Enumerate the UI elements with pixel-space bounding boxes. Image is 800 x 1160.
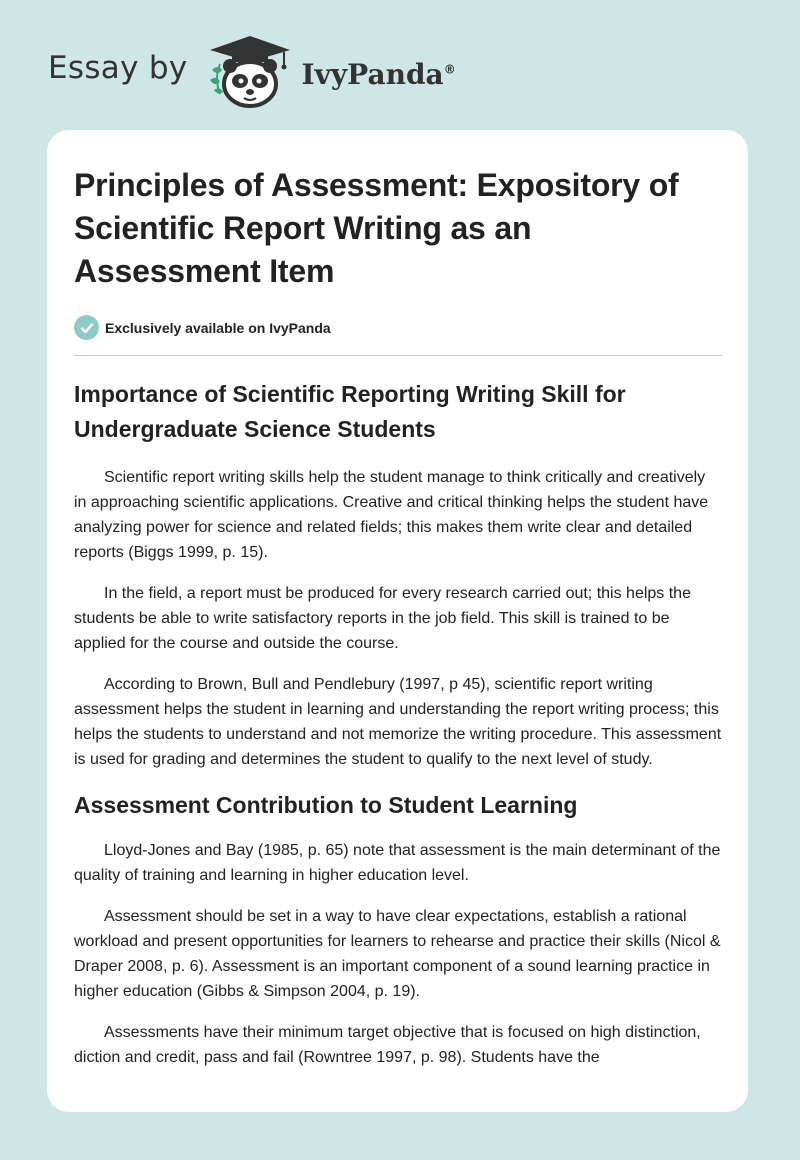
site-header [48, 34, 456, 110]
section-heading: Assessment Contribution to Student Learning [74, 792, 578, 818]
title-divider [74, 355, 722, 356]
section-heading: Importance of Scientific Reporting Writing Skill for Undergraduate Science Students [74, 381, 626, 442]
paragraph: Lloyd-Jones and Bay (1985, p. 65) note that assessment is the main determinant of the quality of training and learning in higher education level. [74, 842, 721, 884]
essay-card [47, 130, 748, 1112]
brand-prefix: Essay by [48, 50, 188, 86]
paragraph: Assessment should be set in a way to have clear expectations, establish a rational workload and present opportunities for learners to rehearse and practice their skills (Nicol & Draper 2008, p. 6). Assessment is an important component of a sound learning practice in higher education (Gibbs & Simpson 2004, p. 19). [74, 908, 721, 1000]
paragraph: According to Brown, Bull and Pendlebury (1997, p 45), scientific report writing assessment helps the student in learning and understanding the report writing process; this helps the students to understand and not memorize the writing procedure. This assessment is used for grading and determines the student to qualify to the next level of study. [74, 676, 722, 768]
paragraph: Scientific report writing skills help the student manage to think critically and creatively in approaching scientific applications. Creative and critical thinking helps the student have analyzing power for science and related fields; this makes them write clear and detailed reports (Biggs 1999, p. 15). [74, 469, 709, 561]
checkmark-icon [74, 315, 99, 340]
ivypanda-logo-icon[interactable] [202, 34, 298, 110]
paragraph: In the field, a report must be produced for every research carried out; this helps the students be able to write satisfactory reports in the job field. This skill is trained to be applied for the course and outside the course. [74, 585, 691, 652]
paragraph: Assessments have their minimum target objective that is focused on high distinction, diction and credit, pass and fail (Rowntree 1997, p. 98). Students have the [74, 1024, 701, 1066]
essay-title: Principles of Assessment: Expository of Scientific Report Writing as an Assessment Item [74, 167, 679, 289]
brand-name[interactable]: IvyPanda® [301, 57, 456, 91]
badge-label: Exclusively available on IvyPanda [105, 319, 331, 336]
exclusive-badge [74, 315, 722, 340]
